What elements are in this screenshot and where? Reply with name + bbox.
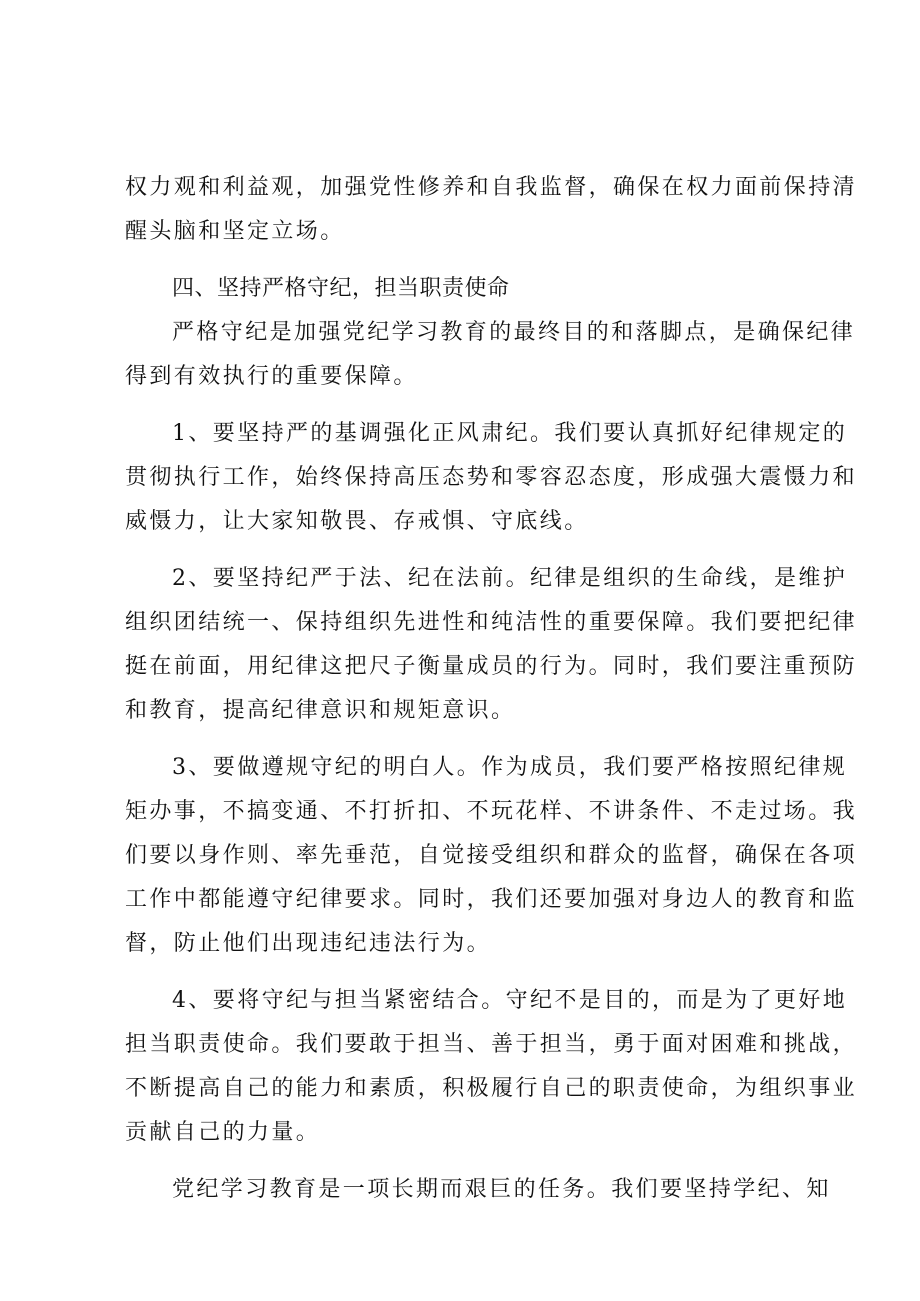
text-line: 威慑力，让大家知敬畏、存戒惧、守底线。 bbox=[125, 509, 589, 534]
text-line: 和教育，提高纪律意识和规矩意识。 bbox=[125, 698, 516, 723]
text-line: 贯彻执行工作，始终保持高压态势和零容忍态度，形成强大震慑力和 bbox=[125, 465, 858, 490]
text-line: 4、要将守纪与担当紧密结合。守纪不是目的，而是为了更好地 bbox=[172, 988, 848, 1013]
section-heading: 四、坚持严格守纪，担当职责使命 bbox=[172, 276, 510, 301]
text-line: 党纪学习教育是一项长期而艰巨的任务。我们要坚持学纪、知 bbox=[172, 1177, 831, 1202]
document-body bbox=[125, 166, 858, 1212]
paragraph-gap bbox=[125, 966, 815, 979]
text-line: 严格守纪是加强党纪学习教育的最终目的和落脚点，是确保纪律 bbox=[172, 320, 856, 345]
text-line: 1、要坚持严的基调强化正风肃纪。我们要认真抓好纪律规定的 bbox=[172, 421, 848, 446]
text-line: 2、要坚持纪严于法、纪在法前。纪律是组织的生命线，是维护 bbox=[172, 566, 848, 591]
text-line: 贡献自己的力量。 bbox=[125, 1120, 321, 1145]
paragraph-gap bbox=[125, 254, 815, 267]
text-line: 矩办事，不搞变通、不打折扣、不玩花样、不讲条件、不走过场。我 bbox=[125, 799, 858, 824]
text-line: 组织团结统一、保持组织先进性和纯洁性的重要保障。我们要把纪律 bbox=[125, 610, 858, 635]
text-line: 们要以身作则、率先垂范，自觉接受组织和群众的监督，确保在各项 bbox=[125, 843, 858, 868]
paragraph-gap bbox=[125, 733, 815, 746]
paragraph-gap bbox=[125, 1155, 815, 1168]
text-line: 权力观和利益观，加强党性修养和自我监督，确保在权力面前保持清 bbox=[125, 175, 858, 200]
text-line: 不断提高自己的能力和素质，积极履行自己的职责使命，为组织事业 bbox=[125, 1076, 858, 1101]
text-line: 醒头脑和坚定立场。 bbox=[125, 219, 345, 244]
paragraph-gap bbox=[125, 399, 815, 412]
text-line: 3、要做遵规守纪的明白人。作为成员，我们要严格按照纪律规 bbox=[172, 755, 848, 780]
text-line: 得到有效执行的重要保障。 bbox=[125, 364, 418, 389]
text-line: 工作中都能遵守纪律要求。同时，我们还要加强对身边人的教育和监 bbox=[125, 887, 858, 912]
text-line: 担当职责使命。我们要敢于担当、善于担当，勇于面对困难和挑战， bbox=[125, 1032, 858, 1057]
text-line: 督，防止他们出现违纪违法行为。 bbox=[125, 931, 492, 956]
text-line: 挺在前面，用纪律这把尺子衡量成员的行为。同时，我们要注重预防 bbox=[125, 654, 858, 679]
paragraph-gap bbox=[125, 544, 815, 557]
